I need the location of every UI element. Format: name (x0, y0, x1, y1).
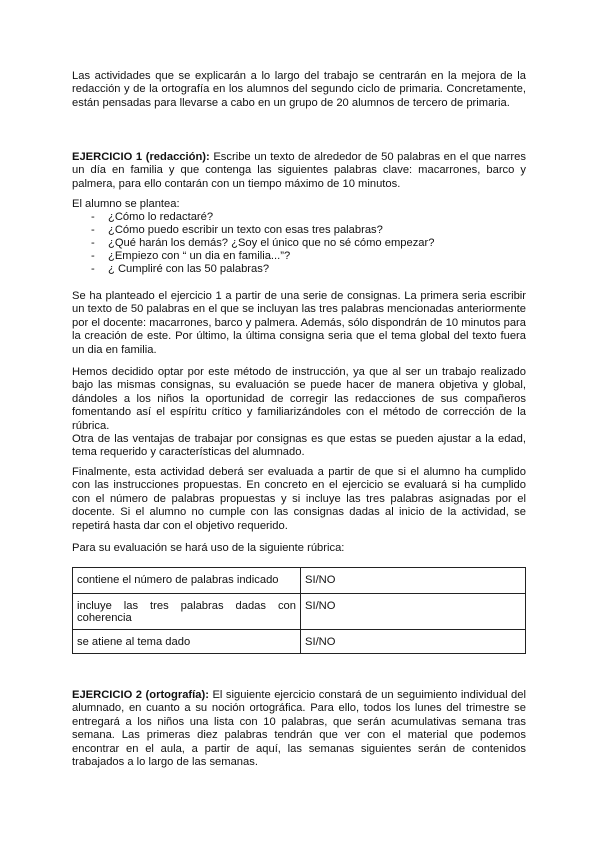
advantages-paragraph: Otra de las ventajas de trabajar por consignas es que estas se pueden ajustar a la edad, tema requerido y características del alumnado. (72, 433, 526, 459)
rubric-table (72, 567, 526, 654)
exercise-2-heading: EJERCICIO 2 (ortografía): (72, 689, 209, 701)
rubric-table-wrapper (72, 567, 526, 654)
intro-text: Las actividades que se explicarán a lo largo del trabajo se centrarán en la mejora de la redacción y de la ortografía en los alumnos del segundo ciclo de primaria. Concretamente, están pensadas para llevarse a cabo en un grupo de 20 alumnos de tercero de primaria. (72, 70, 526, 109)
final-paragraph: Finalmente, esta actividad deberá ser evaluada a partir de que si el alumno ha cumplido con las instrucciones propuestas. En concreto en el ejercicio se evaluará si ha cumplido con el número de palabras propuestas y si incluye las tres palabras asignadas por el docente. Si el alumno no cumple con las consignas dadas al inicio de la actividad, se repetirá hasta dar con el objetivo requerido. (72, 466, 526, 532)
exercise-1-statement (72, 151, 526, 191)
rubric-criterion: se atiene al tema dado (73, 630, 301, 654)
question-item: - ¿Cómo puedo escribir un texto con esas tres palabras? (91, 223, 383, 236)
rubric-intro: Para su evaluación se hará uso de la siguiente rúbrica: (72, 542, 345, 554)
exercise-2-statement (72, 689, 526, 769)
questions-intro: El alumno se plantea: (72, 198, 180, 210)
rubric-value: SI/NO (301, 594, 526, 630)
exercise-1-text: Escribe un texto de alrededor de 50 palabras en el que narres un día en familia y que contenga las siguientes palabras clave: macarrones, barco y palmera, para ello contarán con un tiempo máximo de 10 minutos. (72, 151, 526, 190)
rubric-criterion: contiene el número de palabras indicado (73, 568, 301, 594)
exercise-1-heading: EJERCICIO 1 (redacción): (72, 151, 210, 163)
student-questions (72, 198, 526, 275)
question-item: - ¿ Cumpliré con las 50 palabras? (91, 262, 270, 275)
rubric-criterion: incluye las tres palabras dadas con coherencia (73, 594, 301, 630)
rubric-value: SI/NO (301, 568, 526, 594)
rubric-value: SI/NO (301, 630, 526, 654)
question-item: - ¿Qué harán los demás? ¿Soy el único que no sé cómo empezar? (91, 236, 435, 249)
intro-paragraph (72, 70, 526, 110)
consignas-paragraph: Se ha planteado el ejercicio 1 a partir de una serie de consignas. La primera seria escribir un texto de 50 palabras en el que se incluyan las tres palabras mencionadas anteriormente por el docente: macarrones, barco y palmera. Además, sólo dispondrán de 10 minutos para la creación de este. Por último, la última consigna seria que el tema global del texto fuera un dia en familia. (72, 290, 526, 356)
question-item: - ¿Empiezo con “ un dia en familia...”? (91, 249, 291, 262)
questions-list (72, 211, 526, 276)
table-row (73, 630, 526, 654)
question-item: - ¿Cómo lo redactaré? (91, 210, 214, 223)
exercise-2-text: El siguiente ejercicio constará de un seguimiento individual del alumnado, en cuanto a su noción ortográfica. Para ello, todos los lunes del trimestre se entregará a los niños una lista con 10 palabras, que serán acumulativas semana tras semana. Las primeras diez palabras tendrán que ver con el material que podemos encontrar en el aula, a partir de aquí, las semanas siguientes serán de contenidos trabajados a lo largo de las semanas. (72, 689, 526, 769)
method-paragraph: Hemos decidido optar por este método de instrucción, ya que al ser un trabajo realizado bajo las mismas consignas, su evaluación se puede hacer de manera objetiva y global, dándoles a los niños la oportunidad de corregir las redacciones de sus compañeros fomentando así el espíritu crítico y familiarizándoles con el método de corrección de la rúbrica. Otra de las ventajas de trabajar por consignas es que estas se pueden ajustar a la edad, tema requerido y características del alumnado. (72, 366, 526, 459)
table-row (73, 594, 526, 630)
table-row (73, 568, 526, 594)
